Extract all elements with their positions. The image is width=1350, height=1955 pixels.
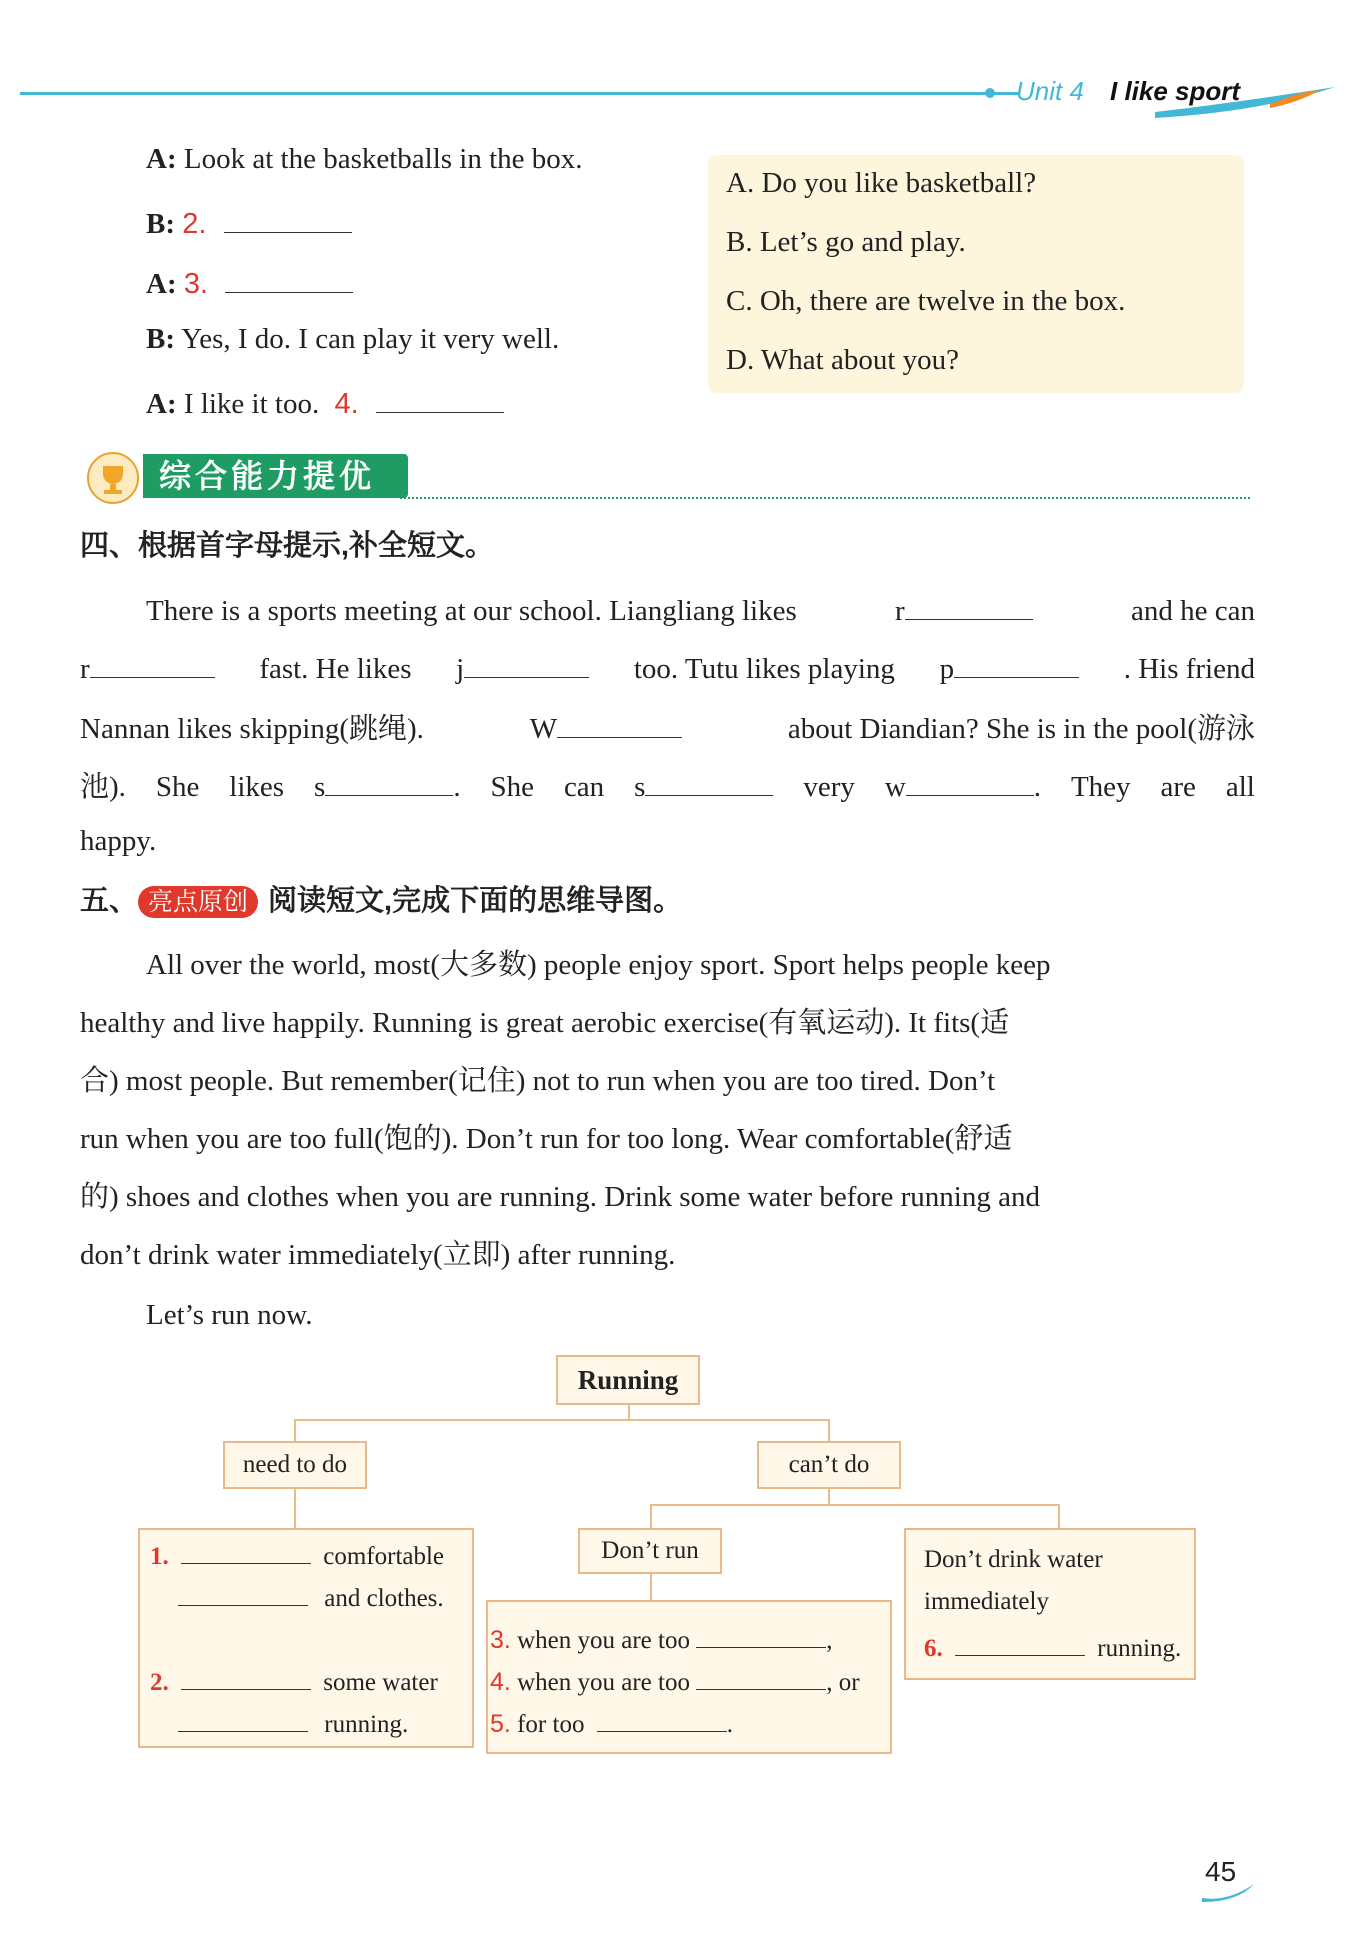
s4-line-3: Nannan likes skipping(跳绳). W about Diandian? She is in the pool(游泳 — [80, 706, 1255, 747]
s5-line-4: run when you are too full(饱的). Don’t run for too long. Wear comfortable(舒适 — [80, 1123, 1013, 1155]
s5-line-1: All over the world, most(大多数) people enjoy sport. Sport helps people keep — [146, 949, 1051, 981]
header-rule — [20, 92, 1020, 95]
box3-line-2: immediately — [924, 1588, 1049, 1615]
connector — [650, 1504, 652, 1528]
node-dont-run: Don’t run — [578, 1528, 722, 1574]
blank-1a[interactable] — [181, 1538, 311, 1564]
dialogue-line-3: A: 3. — [146, 263, 353, 301]
box2-line-4: 4. when you are too , or — [490, 1664, 860, 1697]
blank-w1[interactable] — [557, 708, 682, 738]
blank-2[interactable] — [224, 203, 352, 233]
s4-line-4: 池). She likes s . She can s very w . They are all — [80, 764, 1255, 805]
dialogue-line-4: B: Yes, I do. I can play it very well. — [146, 323, 560, 355]
connector — [294, 1419, 830, 1421]
connector — [650, 1574, 652, 1600]
blank-4[interactable] — [376, 383, 504, 413]
header-unit: Unit 4 — [1016, 76, 1084, 106]
s5-line-6: don’t drink water immediately(立即) after running. — [80, 1239, 676, 1271]
blank-3[interactable] — [225, 263, 353, 293]
box2-line-5: 5. for too . — [490, 1706, 733, 1739]
connector — [294, 1419, 296, 1441]
option-b: B. Let’s go and play. — [726, 226, 966, 258]
blank-4[interactable] — [696, 1664, 826, 1690]
blank-6[interactable] — [955, 1630, 1085, 1656]
s5-line-3: 合) most people. But remember(记住) not to run when you are too tired. Don’t — [80, 1065, 996, 1097]
box3-line-1: Don’t drink water — [924, 1546, 1103, 1573]
blank-1b[interactable] — [178, 1580, 308, 1606]
blank-2a[interactable] — [181, 1664, 311, 1690]
box1-line-4: running. — [178, 1706, 408, 1739]
dialogue-line-2: B: 2. — [146, 203, 352, 241]
banner-rule — [400, 497, 1250, 499]
s5-line-2: healthy and live happily. Running is great aerobic exercise(有氧运动). It fits(适 — [80, 1007, 1010, 1039]
connector — [294, 1488, 296, 1528]
box2-line-3: 3. when you are too , — [490, 1622, 832, 1655]
blank-p[interactable] — [954, 648, 1079, 678]
section4-title: 四、根据首字母提示,补全短文。 — [80, 530, 495, 562]
blank-r2[interactable] — [90, 648, 215, 678]
s4-line-1: There is a sports meeting at our school. Liangliang likes r and he can — [146, 590, 1255, 628]
trophy-icon — [86, 451, 140, 505]
header-title: I like sport — [1110, 76, 1241, 106]
box3-line-3: 6. running. — [924, 1630, 1181, 1663]
badge-original: 亮点原创 — [138, 886, 258, 918]
page-number: 45 — [1205, 1856, 1237, 1887]
blank-2b[interactable] — [178, 1706, 308, 1732]
blank-r1[interactable] — [905, 590, 1033, 620]
option-c: C. Oh, there are twelve in the box. — [726, 285, 1126, 317]
box1-line-1: 1. comfortable — [150, 1538, 444, 1571]
connector — [1058, 1504, 1060, 1528]
box1-line-3: 2. some water — [150, 1664, 438, 1697]
dialogue-line-1: A: Look at the basketballs in the box. — [146, 143, 583, 175]
connector — [650, 1504, 1060, 1506]
s4-line-5: happy. — [80, 825, 157, 857]
s5-line-7: Let’s run now. — [146, 1299, 313, 1331]
blank-3[interactable] — [696, 1622, 826, 1648]
node-cant-do: can’t do — [757, 1441, 901, 1489]
box1-line-2: and clothes. — [178, 1580, 444, 1613]
blank-s2[interactable] — [645, 766, 773, 796]
page-swoosh-icon — [1198, 1880, 1258, 1904]
connector — [828, 1419, 830, 1441]
node-need-to-do: need to do — [223, 1441, 367, 1489]
s4-line-2: r fast. He likes j too. Tutu likes playing p . His friend — [80, 648, 1255, 686]
s5-line-5: 的) shoes and clothes when you are running. Drink some water before running and — [80, 1181, 1040, 1213]
option-d: D. What about you? — [726, 344, 960, 376]
blank-w2[interactable] — [906, 766, 1034, 796]
blank-j[interactable] — [464, 648, 589, 678]
mindmap-root: Running — [556, 1355, 700, 1405]
option-a: A. Do you like basketball? — [726, 167, 1037, 199]
section5-title-row: 五、 亮点原创 阅读短文,完成下面的思维导图。 — [80, 885, 683, 917]
section-banner: 综合能力提优 — [143, 454, 408, 498]
blank-s1[interactable] — [325, 766, 453, 796]
header-swoosh-icon — [1150, 82, 1340, 122]
header-dot-icon — [985, 88, 995, 98]
dialogue-line-5: A: I like it too. 4. — [146, 383, 504, 421]
blank-5[interactable] — [597, 1706, 727, 1732]
